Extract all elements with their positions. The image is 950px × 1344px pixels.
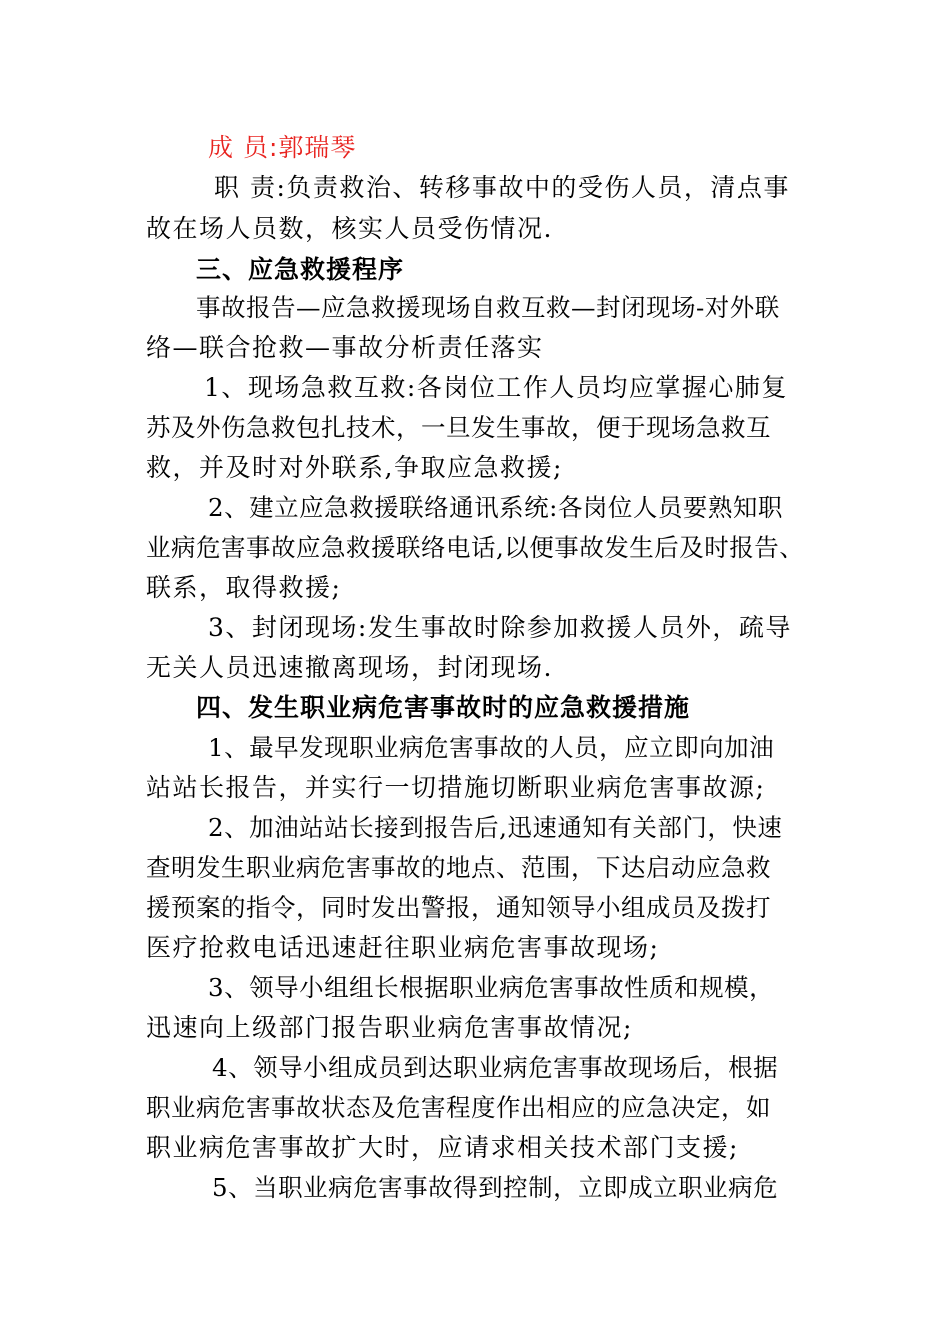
section-4-item-3-line-2: 迅速向上级部门报告职业病危害事故情况; [146, 1013, 633, 1042]
section-3-item-3-line-2: 无关人员迅速撤离现场，封闭现场. [146, 653, 553, 682]
section-4-item-2-line-4: 医疗抢救电话迅速赶往职业病危害事故现场; [146, 933, 660, 962]
section-3-item-1-line-3: 救，并及时对外联系,争取应急救援; [146, 453, 563, 482]
section-4-item-5-line-1: 5、当职业病危害事故得到控制，立即成立职业病危 [212, 1173, 779, 1202]
section-4-item-4-line-1: 4、领导小组成员到达职业病危害事故现场后，根据 [212, 1053, 779, 1082]
section-4-item-2-line-1: 2、加油站站长接到报告后,迅速通知有关部门，快速 [208, 813, 783, 842]
duty-line-1: 职 责:负责救治、转移事故中的受伤人员，清点事 [214, 173, 790, 202]
section-3-flow-line-2: 络—联合抢救—事故分析责任落实 [146, 333, 544, 362]
section-4-item-3-line-1: 3、领导小组组长根据职业病危害事故性质和规模， [208, 973, 775, 1002]
section-4-item-4-line-3: 职业病危害事故扩大时，应请求相关技术部门支援; [146, 1133, 739, 1162]
section-4-item-1-line-2: 站站长报告，并实行一切措施切断职业病危害事故源; [146, 773, 766, 802]
duty-line-2: 故在场人员数，核实人员受伤情况. [146, 214, 553, 243]
section-3-item-2-line-2: 业病危害事故应急救援联络电话,以便事故发生后及时报告、 [146, 533, 805, 562]
section-4-item-2-line-2: 查明发生职业病危害事故的地点、范围，下达启动应急救 [146, 853, 771, 882]
section-3-item-1-line-1: 1、现场急救互救:各岗位工作人员均应掌握心肺复 [204, 373, 788, 402]
member-line: 成 员:郭瑞琴 [208, 133, 357, 162]
section-3-title: 三、应急救援程序 [196, 255, 405, 284]
section-3-item-1-line-2: 苏及外伤急救包扎技术，一旦发生事故，便于现场急救互 [146, 413, 771, 442]
section-4-item-1-line-1: 1、最早发现职业病危害事故的人员，应立即向加油 [208, 733, 775, 762]
section-3-item-3-line-1: 3、封闭现场:发生事故时除参加救援人员外，疏导 [208, 613, 792, 642]
section-4-item-4-line-2: 职业病危害事故状态及危害程度作出相应的应急决定，如 [146, 1093, 771, 1122]
section-3-flow-line-1: 事故报告—应急救援现场自救互救—封闭现场-对外联 [196, 293, 780, 322]
section-4-title: 四、发生职业病危害事故时的应急救援措施 [196, 693, 691, 722]
section-3-item-2-line-1: 2、建立应急救援联络通讯系统:各岗位人员要熟知职 [208, 493, 783, 522]
section-3-item-2-line-3: 联系，取得救援; [146, 573, 342, 602]
section-4-item-2-line-3: 援预案的指令，同时发出警报，通知领导小组成员及拨打 [146, 893, 771, 922]
